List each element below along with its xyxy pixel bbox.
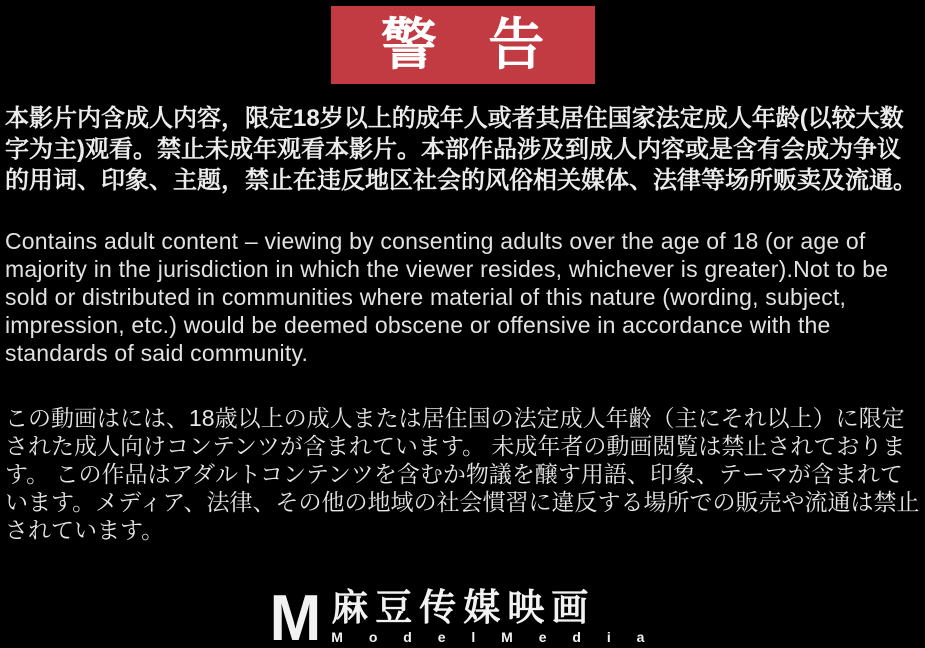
warning-banner xyxy=(331,6,595,84)
disclaimer-paragraph-english: Contains adult content – viewing by consenting adults over the age of 18 (or age of majority in the jurisdiction in which the viewer resides, whichever is greater).Not to be sold or distributed in communities where material of this nature (wording, subject, impression, etc.) would be deemed obscene or offensive in accordance with the standards of said community. xyxy=(5,228,889,366)
studio-logo xyxy=(0,582,925,648)
disclaimer-paragraph-chinese: 本影片内含成人内容，限定18岁以上的成年人或者其居住国家法定成人年龄(以较大数字为主)观看。禁止未成年观看本影片。本部作品涉及到成人内容或是含有会成为争议的用词、印象、主题，禁止在违反地区社会的风俗相关媒体、法律等场所贩卖及流通。 xyxy=(5,105,917,194)
warning-banner-title: 警 告 xyxy=(380,13,563,76)
studio-name-english: M o d e l M e d i a xyxy=(331,629,656,646)
disclaimer-content xyxy=(0,103,925,544)
studio-logo-m-icon: M xyxy=(269,582,322,648)
studio-logo-text xyxy=(331,589,655,646)
warning-banner-container xyxy=(0,0,925,84)
disclaimer-paragraph-japanese: この動画はには、18歳以上の成人または居住国の法定成人年齢（主にそれ以上）に限定された成人向けコンテンツが含まれています。 未成年者の動画閲覧は禁止されております。 この作品はアダルトコンテンツを含むか物議を醸す用語、印象、テーマが含まれています。メディア、法律、その他の地域の社会慣習に違反する場所での販売や流通は禁止されています。 xyxy=(5,405,920,543)
studio-name-chinese: 麻豆传媒映画 xyxy=(331,587,596,629)
